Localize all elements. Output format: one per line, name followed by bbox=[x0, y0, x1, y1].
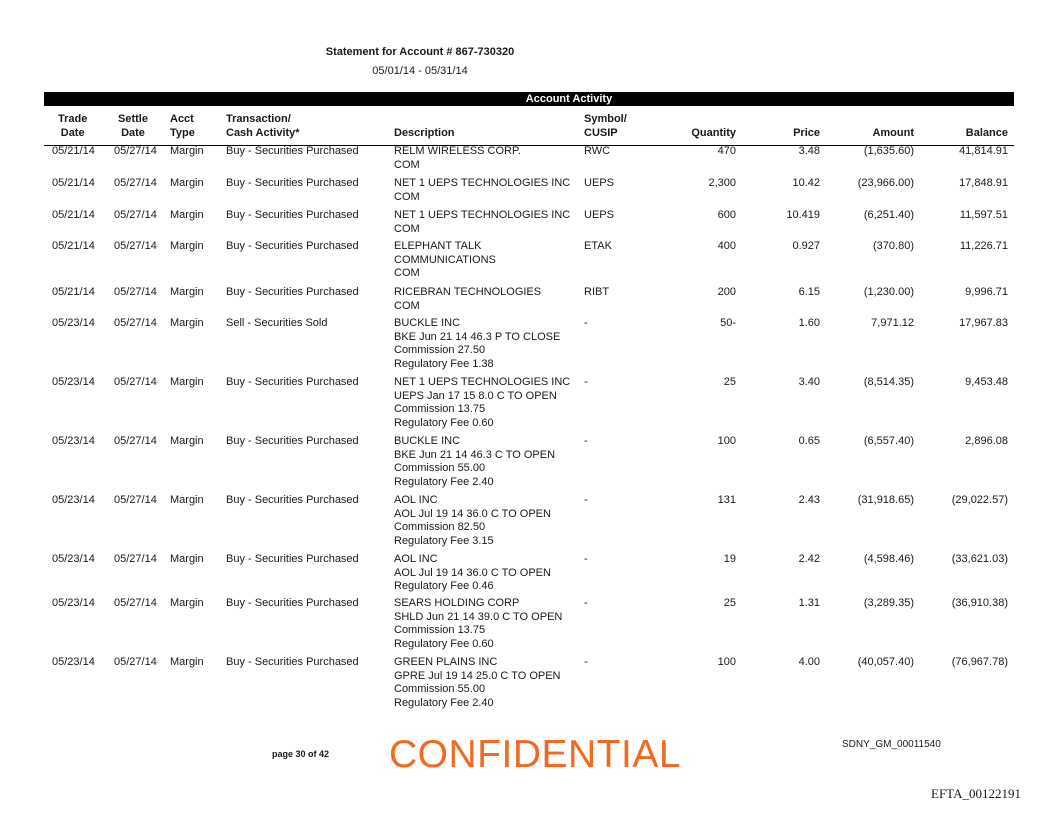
col-quantity: Quantity bbox=[691, 127, 736, 139]
price-cell: 1.60 bbox=[798, 317, 820, 329]
symbol-cell: - bbox=[584, 317, 588, 329]
price-cell: 3.48 bbox=[798, 145, 820, 157]
price-cell: 0.65 bbox=[798, 435, 820, 447]
symbol-cell: UEPS bbox=[584, 177, 614, 189]
description-line: COMMUNICATIONS bbox=[394, 253, 496, 266]
col-balance: Balance bbox=[965, 127, 1008, 139]
description-line: GPRE Jul 19 14 25.0 C TO OPEN bbox=[394, 669, 561, 682]
bates-number: SDNY_GM_00011540 bbox=[842, 739, 941, 750]
transaction-cell: Buy - Securities Purchased bbox=[226, 145, 359, 157]
trade-date-cell: 05/23/14 bbox=[52, 656, 95, 668]
acct-type-cell: Margin bbox=[170, 494, 204, 506]
description-line: Commission 13.75 bbox=[394, 624, 486, 636]
description-cell bbox=[394, 494, 551, 548]
amount-cell: (1,230.00) bbox=[863, 286, 914, 298]
trade-date-cell: 05/21/14 bbox=[52, 209, 95, 221]
quantity-cell: 470 bbox=[717, 145, 736, 157]
description-line: Regulatory Fee 0.60 bbox=[394, 416, 494, 429]
description-line: NET 1 UEPS TECHNOLOGIES INC bbox=[394, 376, 571, 388]
section-header-bar bbox=[44, 92, 1014, 106]
description-line: BUCKLE INC bbox=[394, 317, 461, 329]
symbol-cell: - bbox=[584, 376, 588, 388]
amount-cell: (6,251.40) bbox=[863, 209, 914, 221]
amount-cell: (31,918.65) bbox=[857, 494, 914, 506]
description-line: COM bbox=[394, 299, 420, 312]
symbol-cell: RWC bbox=[584, 145, 611, 157]
description-line: BKE Jun 21 14 46.3 C TO OPEN bbox=[394, 448, 556, 461]
description-line: SEARS HOLDING CORP bbox=[394, 597, 520, 609]
quantity-cell: 19 bbox=[723, 553, 736, 565]
transaction-cell: Buy - Securities Purchased bbox=[226, 286, 359, 298]
trade-date-cell: 05/23/14 bbox=[52, 376, 95, 388]
amount-cell: (6,557.40) bbox=[863, 435, 914, 447]
settle-date-cell: 05/27/14 bbox=[114, 376, 157, 388]
balance-cell: 9,996.71 bbox=[965, 286, 1008, 298]
balance-cell: (36,910.38) bbox=[951, 597, 1008, 609]
symbol-cell: - bbox=[584, 656, 588, 668]
col-description: Description bbox=[394, 127, 455, 139]
settle-date-cell: 05/27/14 bbox=[114, 597, 157, 609]
description-line: Regulatory Fee 0.60 bbox=[394, 637, 494, 650]
settle-date-cell: 05/27/14 bbox=[114, 494, 157, 506]
description-cell bbox=[394, 597, 562, 651]
description-cell bbox=[394, 177, 570, 204]
col-symbol: Symbol/ CUSIP bbox=[584, 113, 627, 139]
quantity-cell: 50- bbox=[720, 317, 736, 329]
trade-date-cell: 05/23/14 bbox=[52, 435, 95, 447]
description-cell bbox=[394, 209, 570, 236]
acct-type-cell: Margin bbox=[170, 597, 204, 609]
balance-cell: (76,967.78) bbox=[951, 656, 1008, 668]
description-line: NET 1 UEPS TECHNOLOGIES INC bbox=[394, 209, 571, 221]
description-cell bbox=[394, 145, 521, 172]
settle-date-cell: 05/27/14 bbox=[114, 240, 157, 252]
acct-type-cell: Margin bbox=[170, 553, 204, 565]
symbol-cell: RIBT bbox=[584, 286, 610, 298]
description-line: Regulatory Fee 3.15 bbox=[394, 534, 494, 547]
statement-title: Statement for Account # 867-730320 bbox=[325, 46, 515, 58]
balance-cell: (33,621.03) bbox=[951, 553, 1008, 565]
price-cell: 10.419 bbox=[786, 209, 820, 221]
trade-date-cell: 05/21/14 bbox=[52, 145, 95, 157]
settle-date-cell: 05/27/14 bbox=[114, 656, 157, 668]
col-transaction: Transaction/ Cash Activity* bbox=[226, 113, 300, 139]
trade-date-cell: 05/21/14 bbox=[52, 286, 95, 298]
description-line: RELM WIRELESS CORP. bbox=[394, 145, 521, 157]
symbol-cell: - bbox=[584, 553, 588, 565]
price-cell: 10.42 bbox=[792, 177, 820, 189]
acct-type-cell: Margin bbox=[170, 656, 204, 668]
description-line: GREEN PLAINS INC bbox=[394, 656, 498, 668]
description-line: Regulatory Fee 0.46 bbox=[394, 580, 494, 592]
statement-period: 05/01/14 - 05/31/14 bbox=[372, 65, 468, 77]
transaction-cell: Buy - Securities Purchased bbox=[226, 240, 359, 252]
col-settle-date: Settle Date bbox=[118, 113, 148, 139]
description-line: AOL INC bbox=[394, 494, 438, 506]
quantity-cell: 2,300 bbox=[708, 177, 736, 189]
col-acct-type: Acct Type bbox=[170, 113, 195, 139]
acct-type-cell: Margin bbox=[170, 317, 204, 329]
transaction-cell: Buy - Securities Purchased bbox=[226, 177, 359, 189]
acct-type-cell: Margin bbox=[170, 240, 204, 252]
symbol-cell: UEPS bbox=[584, 209, 614, 221]
amount-cell: (4,598.46) bbox=[863, 553, 914, 565]
quantity-cell: 25 bbox=[723, 597, 736, 609]
description-line: SHLD Jun 21 14 39.0 C TO OPEN bbox=[394, 610, 563, 623]
price-cell: 3.40 bbox=[798, 376, 820, 388]
description-line: RICEBRAN TECHNOLOGIES bbox=[394, 286, 542, 298]
description-line: COM bbox=[394, 158, 420, 171]
description-cell bbox=[394, 317, 560, 371]
description-line: AOL INC bbox=[394, 553, 438, 565]
amount-cell: (3,289.35) bbox=[863, 597, 914, 609]
quantity-cell: 100 bbox=[717, 435, 736, 447]
settle-date-cell: 05/27/14 bbox=[114, 209, 157, 221]
transaction-cell: Buy - Securities Purchased bbox=[226, 656, 359, 668]
settle-date-cell: 05/27/14 bbox=[114, 145, 157, 157]
symbol-cell: - bbox=[584, 494, 588, 506]
trade-date-cell: 05/23/14 bbox=[52, 494, 95, 506]
quantity-cell: 400 bbox=[717, 240, 736, 252]
balance-cell: 9,453.48 bbox=[965, 376, 1008, 388]
balance-cell: (29,022.57) bbox=[951, 494, 1008, 506]
symbol-cell: - bbox=[584, 597, 588, 609]
quantity-cell: 100 bbox=[717, 656, 736, 668]
amount-cell: (40,057.40) bbox=[857, 656, 914, 668]
description-line: ELEPHANT TALK bbox=[394, 240, 482, 252]
description-cell bbox=[394, 553, 551, 594]
balance-cell: 11,597.51 bbox=[959, 209, 1008, 221]
transaction-cell: Buy - Securities Purchased bbox=[226, 597, 359, 609]
trade-date-cell: 05/21/14 bbox=[52, 240, 95, 252]
amount-cell: (370.80) bbox=[873, 240, 914, 252]
description-cell bbox=[394, 656, 561, 710]
balance-cell: 41,814.91 bbox=[959, 145, 1008, 157]
balance-cell: 17,848.91 bbox=[959, 177, 1008, 189]
description-line: Regulatory Fee 2.40 bbox=[394, 696, 494, 709]
description-cell bbox=[394, 286, 541, 313]
col-amount: Amount bbox=[872, 127, 914, 139]
acct-type-cell: Margin bbox=[170, 145, 204, 157]
col-trade-date: Trade Date bbox=[58, 113, 88, 139]
page-number: page 30 of 42 bbox=[272, 749, 330, 759]
acct-type-cell: Margin bbox=[170, 376, 204, 388]
price-cell: 2.42 bbox=[798, 553, 820, 565]
description-cell bbox=[394, 376, 570, 430]
description-cell bbox=[394, 240, 496, 281]
transaction-cell: Buy - Securities Purchased bbox=[226, 376, 359, 388]
description-line: NET 1 UEPS TECHNOLOGIES INC bbox=[394, 177, 571, 189]
amount-cell: 7,971.12 bbox=[871, 317, 914, 329]
col-price: Price bbox=[793, 127, 820, 139]
description-line: Commission 55.00 bbox=[394, 462, 486, 474]
transaction-cell: Buy - Securities Purchased bbox=[226, 553, 359, 565]
quantity-cell: 200 bbox=[717, 286, 736, 298]
transaction-cell: Sell - Securities Sold bbox=[226, 317, 328, 329]
settle-date-cell: 05/27/14 bbox=[114, 553, 157, 565]
amount-cell: (1,635.60) bbox=[863, 145, 914, 157]
description-line: Commission 82.50 bbox=[394, 521, 486, 533]
settle-date-cell: 05/27/14 bbox=[114, 286, 157, 298]
symbol-cell: ETAK bbox=[584, 240, 612, 252]
settle-date-cell: 05/27/14 bbox=[114, 317, 157, 329]
description-cell bbox=[394, 435, 555, 489]
trade-date-cell: 05/21/14 bbox=[52, 177, 95, 189]
symbol-cell: - bbox=[584, 435, 588, 447]
description-line: Commission 55.00 bbox=[394, 683, 486, 695]
amount-cell: (8,514.35) bbox=[863, 376, 914, 388]
price-cell: 2.43 bbox=[798, 494, 820, 506]
description-line: Regulatory Fee 2.40 bbox=[394, 475, 494, 488]
description-line: Commission 27.50 bbox=[394, 344, 486, 356]
description-line: COM bbox=[394, 267, 420, 279]
acct-type-cell: Margin bbox=[170, 209, 204, 221]
description-line: AOL Jul 19 14 36.0 C TO OPEN bbox=[394, 566, 551, 579]
description-line: Regulatory Fee 1.38 bbox=[394, 357, 494, 370]
description-line: AOL Jul 19 14 36.0 C TO OPEN bbox=[394, 507, 551, 520]
transaction-cell: Buy - Securities Purchased bbox=[226, 494, 359, 506]
settle-date-cell: 05/27/14 bbox=[114, 177, 157, 189]
acct-type-cell: Margin bbox=[170, 177, 204, 189]
quantity-cell: 600 bbox=[717, 209, 736, 221]
description-line: Commission 13.75 bbox=[394, 403, 486, 415]
price-cell: 4.00 bbox=[798, 656, 820, 668]
settle-date-cell: 05/27/14 bbox=[114, 435, 157, 447]
quantity-cell: 25 bbox=[723, 376, 736, 388]
table-header bbox=[44, 112, 1014, 146]
efta-number: EFTA_00122191 bbox=[931, 786, 1021, 801]
description-line: COM bbox=[394, 190, 420, 203]
balance-cell: 11,226.71 bbox=[959, 240, 1008, 252]
amount-cell: (23,966.00) bbox=[857, 177, 914, 189]
trade-date-cell: 05/23/14 bbox=[52, 597, 95, 609]
description-line: COM bbox=[394, 222, 420, 235]
acct-type-cell: Margin bbox=[170, 286, 204, 298]
price-cell: 6.15 bbox=[798, 286, 820, 298]
trade-date-cell: 05/23/14 bbox=[52, 553, 95, 565]
acct-type-cell: Margin bbox=[170, 435, 204, 447]
section-title: Account Activity bbox=[525, 93, 613, 105]
balance-cell: 2,896.08 bbox=[965, 435, 1008, 447]
balance-cell: 17,967.83 bbox=[959, 317, 1008, 329]
description-line: UEPS Jan 17 15 8.0 C TO OPEN bbox=[394, 389, 557, 402]
description-line: BUCKLE INC bbox=[394, 435, 461, 447]
price-cell: 0.927 bbox=[792, 240, 820, 252]
transaction-cell: Buy - Securities Purchased bbox=[226, 209, 359, 221]
quantity-cell: 131 bbox=[717, 494, 736, 506]
confidential-stamp: CONFIDENTIAL bbox=[389, 733, 682, 776]
price-cell: 1.31 bbox=[798, 597, 820, 609]
trade-date-cell: 05/23/14 bbox=[52, 317, 95, 329]
transaction-cell: Buy - Securities Purchased bbox=[226, 435, 359, 447]
description-line: BKE Jun 21 14 46.3 P TO CLOSE bbox=[394, 330, 561, 343]
